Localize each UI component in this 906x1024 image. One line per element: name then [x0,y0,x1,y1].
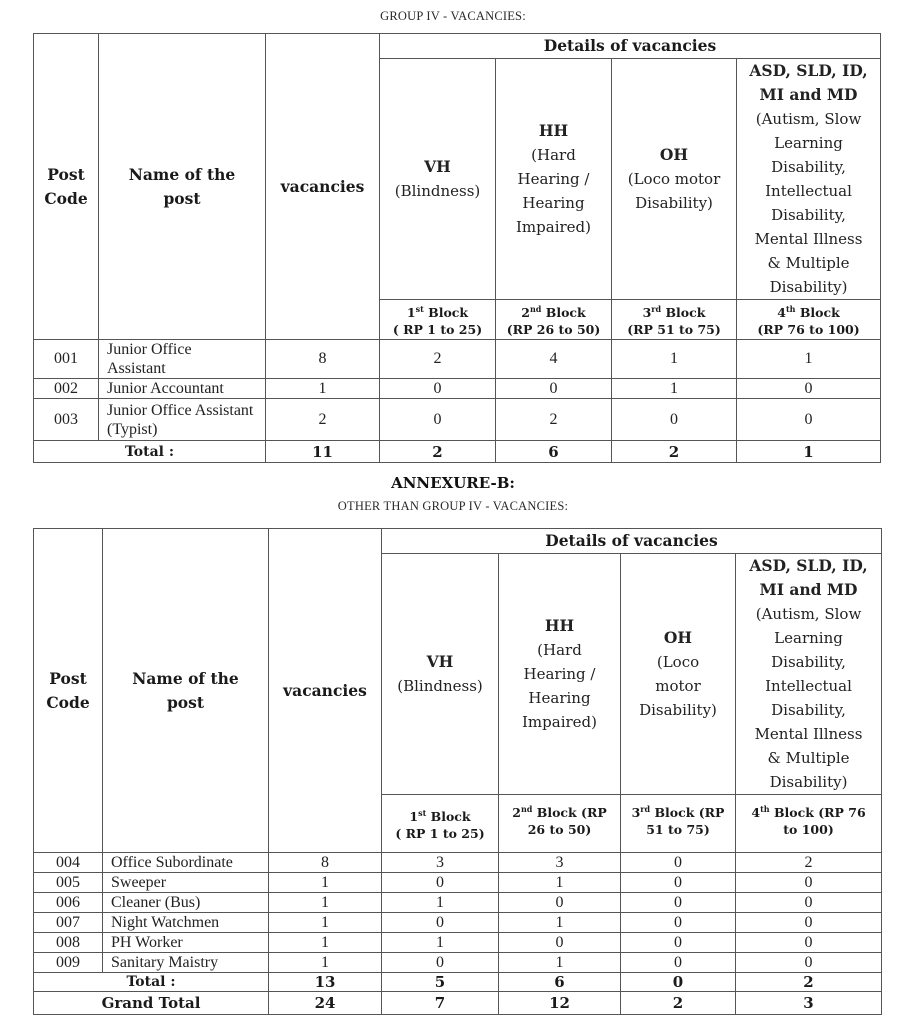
post-code: 008 [34,933,103,953]
total-label: Total : [34,441,266,463]
total-asd: 1 [737,441,881,463]
table-row [34,913,882,933]
post-code: 007 [34,913,103,933]
hh-count: 2 [496,399,612,441]
asd-count: 0 [736,913,882,933]
total-row [34,441,881,463]
header-vacancies: vacancies [269,529,382,853]
total-row [34,973,882,992]
post-code: 003 [34,399,99,441]
vacancies-count: 1 [269,933,382,953]
total-oh: 0 [621,973,736,992]
table-row [34,853,882,873]
total-hh: 6 [499,973,621,992]
grand-total-label: Grand Total [34,992,269,1015]
vh-count: 0 [380,399,496,441]
asd-count: 0 [736,873,882,893]
header-oh: OH (Loco motor Disability) [621,554,736,795]
post-name: Sanitary Maistry [103,953,269,973]
oh-count: 1 [612,379,737,399]
header-block-1: 1st Block ( RP 1 to 25) [380,300,496,340]
oh-count: 0 [621,953,736,973]
oh-count: 0 [612,399,737,441]
vh-count: 1 [382,933,499,953]
post-name: Junior Office Assistant [99,340,266,379]
vh-count: 3 [382,853,499,873]
annexure-title: ANNEXURE-B: [391,474,515,492]
header-block-3: 3rd Block (RP 51 to 75) [612,300,737,340]
post-name: Cleaner (Bus) [103,893,269,913]
grand-total-oh: 2 [621,992,736,1015]
hh-count: 1 [499,873,621,893]
group4-caption: GROUP IV - VACANCIES: [380,9,526,23]
total-label: Total : [34,973,269,992]
oh-count: 1 [612,340,737,379]
header-vh: VH (Blindness) [380,59,496,300]
vacancies-count: 1 [269,953,382,973]
asd-count: 0 [737,379,881,399]
table-row [34,379,881,399]
asd-count: 0 [737,399,881,441]
vacancies-count: 1 [266,379,380,399]
header-hh: HH (Hard Hearing / Hearing Impaired) [499,554,621,795]
header-vacancies: vacancies [266,34,380,340]
vacancies-count: 1 [269,893,382,913]
total-vacancies: 13 [269,973,382,992]
header-post-code: Post Code [34,529,103,853]
hh-count: 0 [496,379,612,399]
hh-count: 4 [496,340,612,379]
header-details-of-vacancies: Details of vacancies [380,34,881,59]
post-code: 002 [34,379,99,399]
asd-count: 2 [736,853,882,873]
header-vh: VH (Blindness) [382,554,499,795]
group4-vacancy-table [33,33,881,463]
table-row [34,399,881,441]
total-hh: 6 [496,441,612,463]
oh-count: 0 [621,913,736,933]
vh-count: 1 [382,893,499,913]
asd-count: 0 [736,893,882,913]
header-block-3: 3rd Block (RP 51 to 75) [621,795,736,853]
total-vh: 2 [380,441,496,463]
post-name: Sweeper [103,873,269,893]
grand-total-asd: 3 [736,992,882,1015]
total-oh: 2 [612,441,737,463]
header-hh: HH (Hard Hearing / Hearing Impaired) [496,59,612,300]
vacancies-count: 1 [269,913,382,933]
grand-total-vacancies: 24 [269,992,382,1015]
oh-count: 0 [621,873,736,893]
vacancies-count: 8 [269,853,382,873]
post-name: Night Watchmen [103,913,269,933]
post-code: 006 [34,893,103,913]
grand-total-hh: 12 [499,992,621,1015]
header-asd: ASD, SLD, ID, MI and MD (Autism, Slow Learning Disability, Intellectual Disability, Mental Illness & Multiple Disability) [736,554,882,795]
header-block-2: 2nd Block (RP 26 to 50) [496,300,612,340]
oh-count: 0 [621,893,736,913]
header-details-of-vacancies: Details of vacancies [382,529,882,554]
table-row [34,933,882,953]
total-asd: 2 [736,973,882,992]
post-code: 004 [34,853,103,873]
hh-count: 0 [499,893,621,913]
table-row [34,873,882,893]
hh-count: 0 [499,933,621,953]
vacancies-count: 2 [266,399,380,441]
grand-total-vh: 7 [382,992,499,1015]
post-code: 005 [34,873,103,893]
vh-count: 0 [380,379,496,399]
header-post-code: Post Code [34,34,99,340]
table-row [34,893,882,913]
grand-total-row [34,992,882,1015]
vh-count: 0 [382,913,499,933]
header-post-name: Name of the post [99,34,266,340]
post-name: PH Worker [103,933,269,953]
header-post-name: Name of the post [103,529,269,853]
header-block-1: 1st Block ( RP 1 to 25) [382,795,499,853]
table-row [34,953,882,973]
total-vh: 5 [382,973,499,992]
vacancies-count: 8 [266,340,380,379]
vacancies-count: 1 [269,873,382,893]
hh-count: 1 [499,953,621,973]
post-code: 009 [34,953,103,973]
vh-count: 2 [380,340,496,379]
post-code: 001 [34,340,99,379]
annexure-caption: OTHER THAN GROUP IV - VACANCIES: [337,499,569,513]
vh-count: 0 [382,873,499,893]
header-block-4: 4th Block (RP 76 to 100) [736,795,882,853]
header-block-2: 2nd Block (RP 26 to 50) [499,795,621,853]
header-asd: ASD, SLD, ID, MI and MD (Autism, Slow Learning Disability, Intellectual Disability, Mental Illness & Multiple Disability) [737,59,881,300]
hh-count: 1 [499,913,621,933]
oh-count: 0 [621,853,736,873]
oh-count: 0 [621,933,736,953]
asd-count: 0 [736,933,882,953]
post-name: Office Subordinate [103,853,269,873]
total-vacancies: 11 [266,441,380,463]
header-block-4: 4th Block (RP 76 to 100) [737,300,881,340]
annexure-vacancy-table [33,528,882,1015]
vh-count: 0 [382,953,499,973]
header-oh: OH (Loco motor Disability) [612,59,737,300]
post-name: Junior Office Assistant (Typist) [99,399,266,441]
table-row [34,340,881,379]
asd-count: 0 [736,953,882,973]
hh-count: 3 [499,853,621,873]
asd-count: 1 [737,340,881,379]
post-name: Junior Accountant [99,379,266,399]
